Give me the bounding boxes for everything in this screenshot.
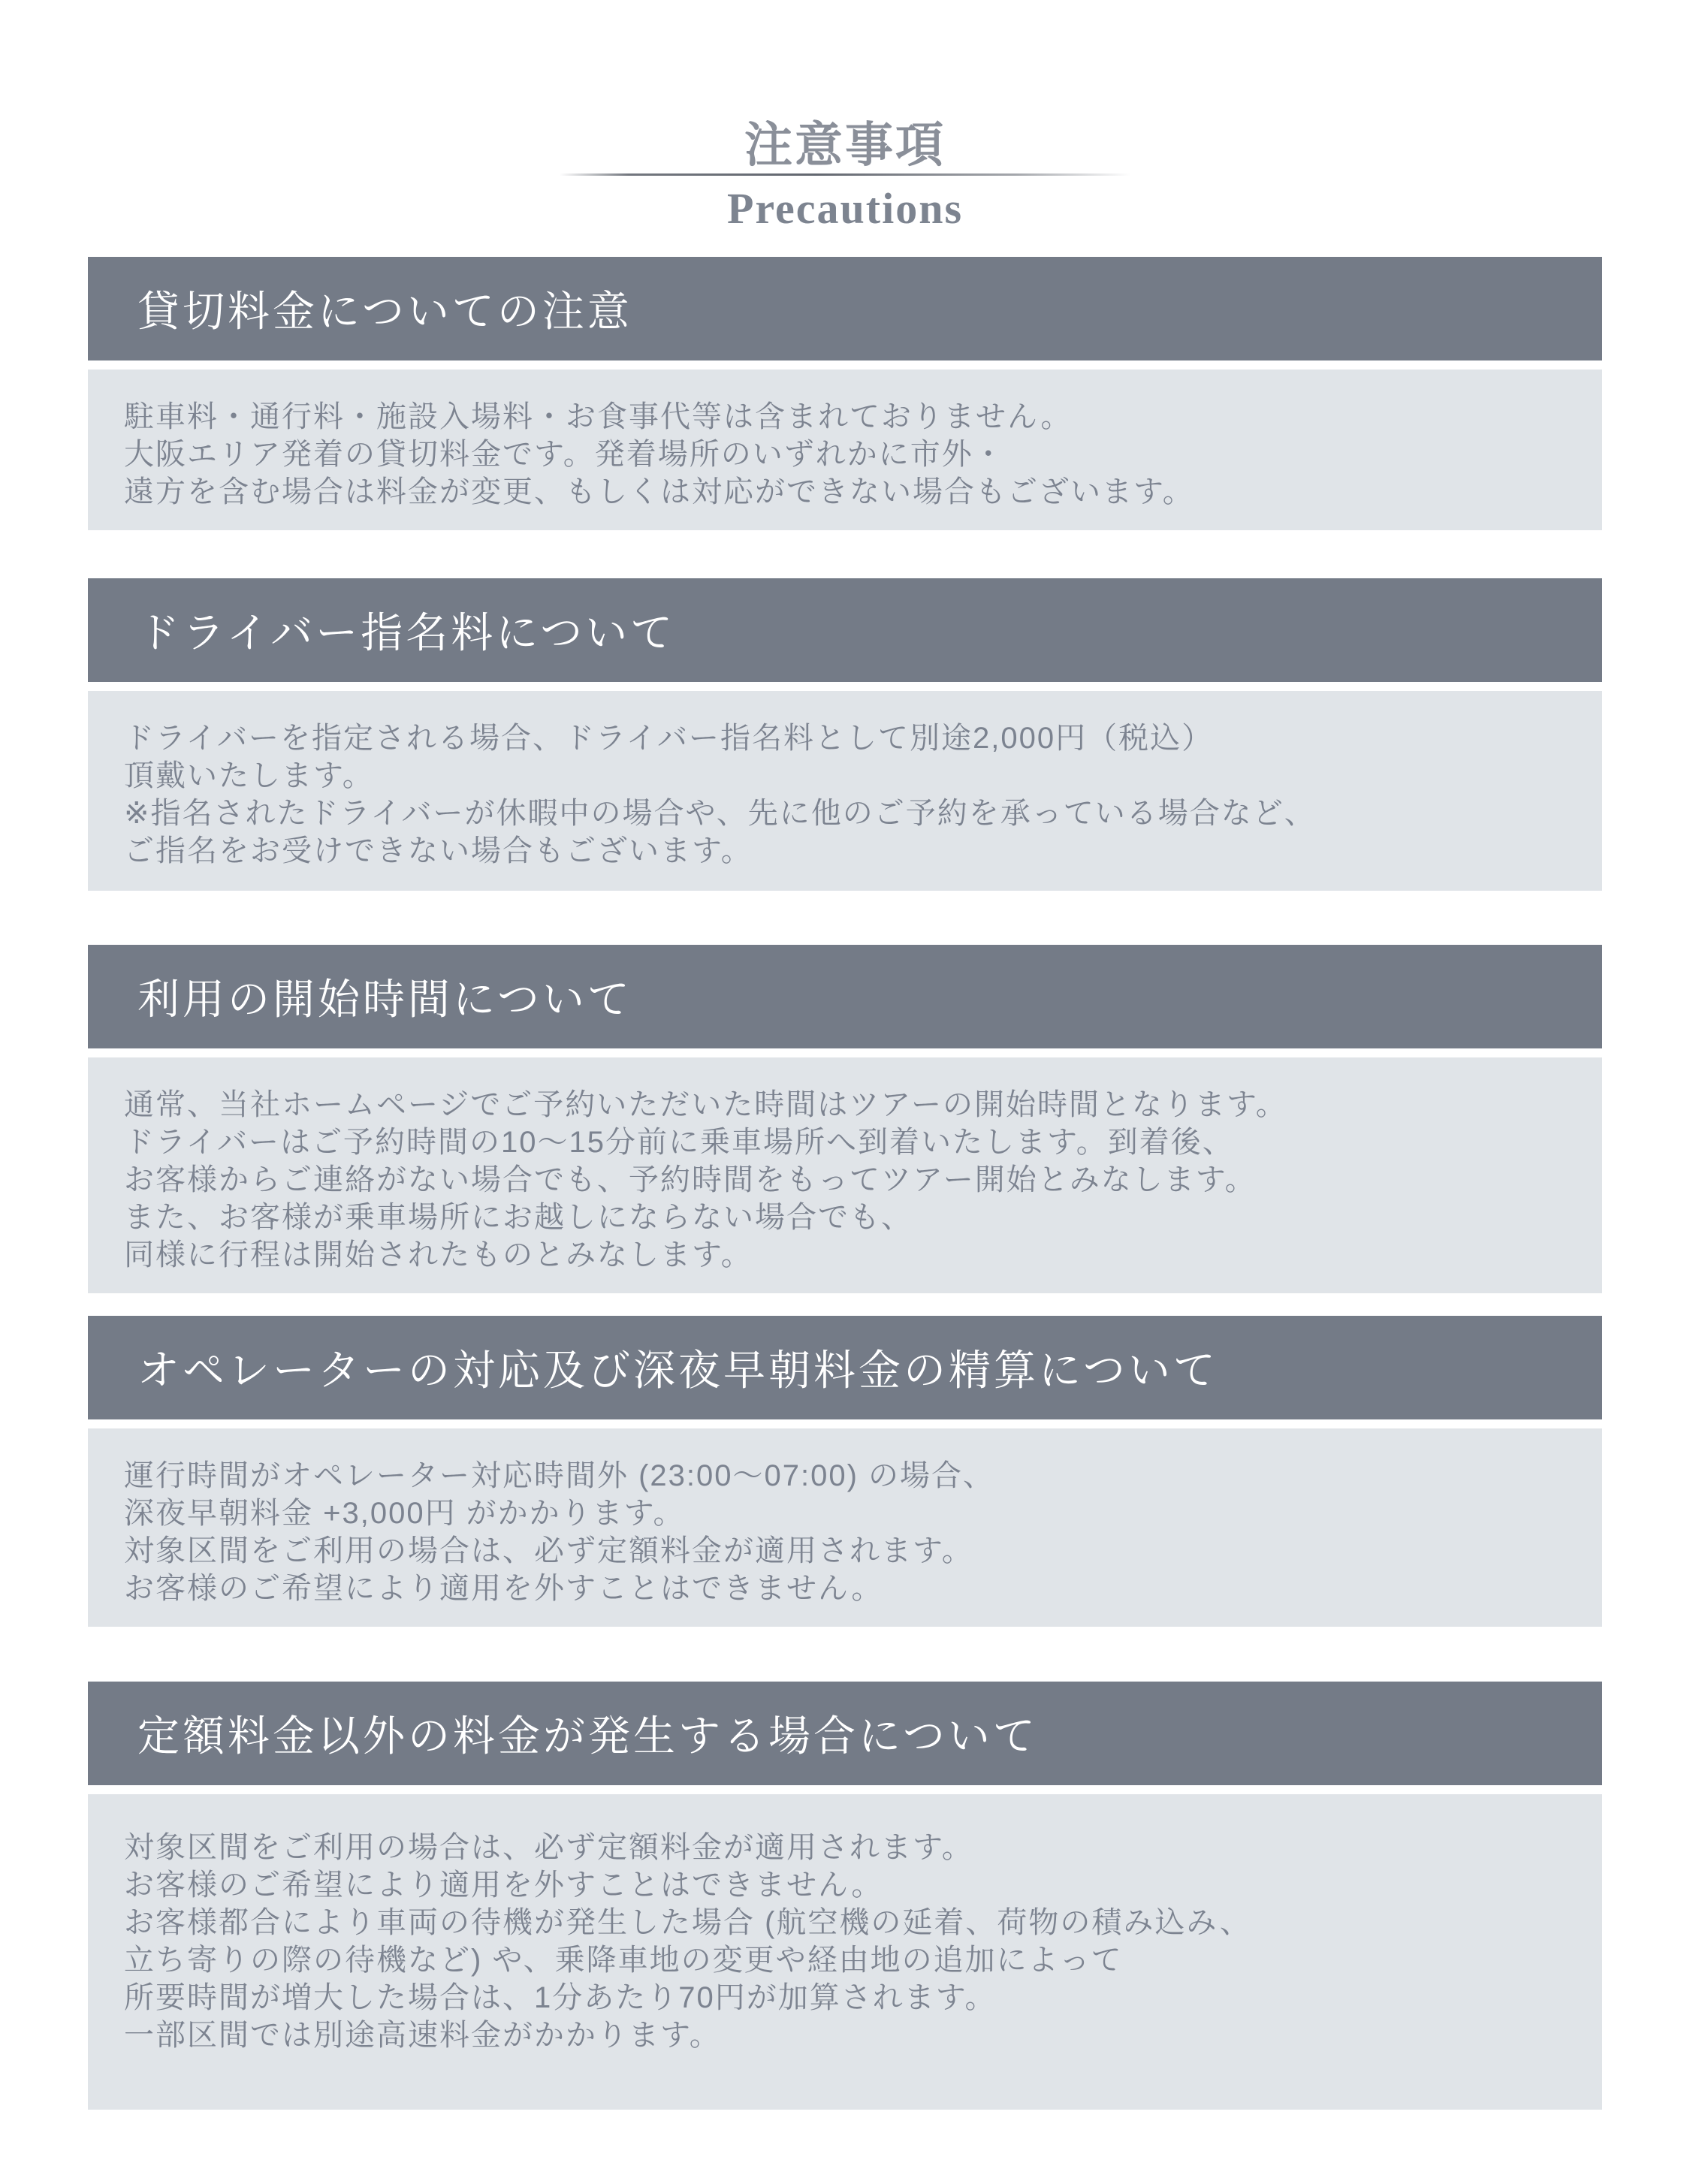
body-line: 対象区間をご利用の場合は、必ず定額料金が適用されます。 <box>124 1534 973 1567</box>
section-heading-charter-fee: 貸切料金についての注意 <box>88 257 1602 360</box>
body-line: 大阪エリア発着の貸切料金です。発着場所のいずれかに市外・ <box>124 438 1005 471</box>
body-line: 対象区間をご利用の場合は、必ず定額料金が適用されます。 <box>124 1831 973 1864</box>
body-line: ※指名されたドライバーが休暇中の場合や、先に他のご予約を承っている場合など、 <box>124 797 1316 830</box>
body-line: 立ち寄りの際の待機など) や、乗降車地の変更や経由地の追加によって <box>124 1944 1123 1977</box>
section-body-driver-nomination <box>88 691 1602 891</box>
body-line: また、お客様が乗車場所にお越しにならない場合でも、 <box>124 1201 913 1234</box>
body-line: 運行時間がオペレーター対応時間外 (23:00〜07:00) の場合、 <box>124 1459 995 1492</box>
body-line: ドライバーを指定される場合、ドライバー指名料として別途2,000円（税込） <box>124 722 1214 755</box>
body-line: 遠方を含む場合は料金が変更、もしくは対応ができない場合もございます。 <box>124 475 1194 508</box>
section-heading-start-time: 利用の開始時間について <box>88 945 1602 1048</box>
body-line: 通常、当社ホームページでご予約いただいた時間はツアーの開始時間となります。 <box>124 1088 1287 1121</box>
title-divider <box>560 173 1130 176</box>
body-line: 同様に行程は開始されたものとみなします。 <box>124 1238 753 1271</box>
section-body-extra-charges <box>88 1794 1602 2110</box>
page-title: 注意事項 <box>744 118 946 172</box>
body-line: お客様のご希望により適用を外すことはできません。 <box>124 1572 883 1605</box>
body-line: 一部区間では別途高速料金がかかります。 <box>124 2019 721 2052</box>
section-body-operator-latefee <box>88 1428 1602 1627</box>
body-line: お客様のご希望により適用を外すことはできません。 <box>124 1869 883 1902</box>
section-body-charter-fee <box>88 370 1602 530</box>
body-line: 所要時間が増大した場合は、1分あたり70円が加算されます。 <box>124 1981 997 2014</box>
body-line: ドライバーはご予約時間の10〜15分前に乗車場所へ到着いたします。到着後、 <box>124 1126 1234 1159</box>
body-line: 駐車料・通行料・施設入場料・お食事代等は含まれておりません。 <box>124 400 1073 433</box>
body-line: 頂戴いたします。 <box>124 759 374 792</box>
page-subtitle: Precautions <box>726 184 964 233</box>
body-line: お客様都合により車両の待機が発生した場合 (航空機の延着、荷物の積み込み、 <box>124 1906 1251 1939</box>
body-line: お客様からご連絡がない場合でも、予約時間をもってツアー開始とみなします。 <box>124 1163 1257 1196</box>
body-line: 深夜早朝料金 +3,000円 がかかります。 <box>124 1497 685 1530</box>
body-line: ご指名をお受けできない場合もございます。 <box>124 834 753 867</box>
section-body-start-time <box>88 1057 1602 1293</box>
section-heading-extra-charges: 定額料金以外の料金が発生する場合について <box>88 1682 1602 1785</box>
section-heading-operator-latefee: オペレーターの対応及び深夜早朝料金の精算について <box>88 1316 1602 1419</box>
section-heading-driver-nomination: ドライバー指名料について <box>88 578 1602 682</box>
